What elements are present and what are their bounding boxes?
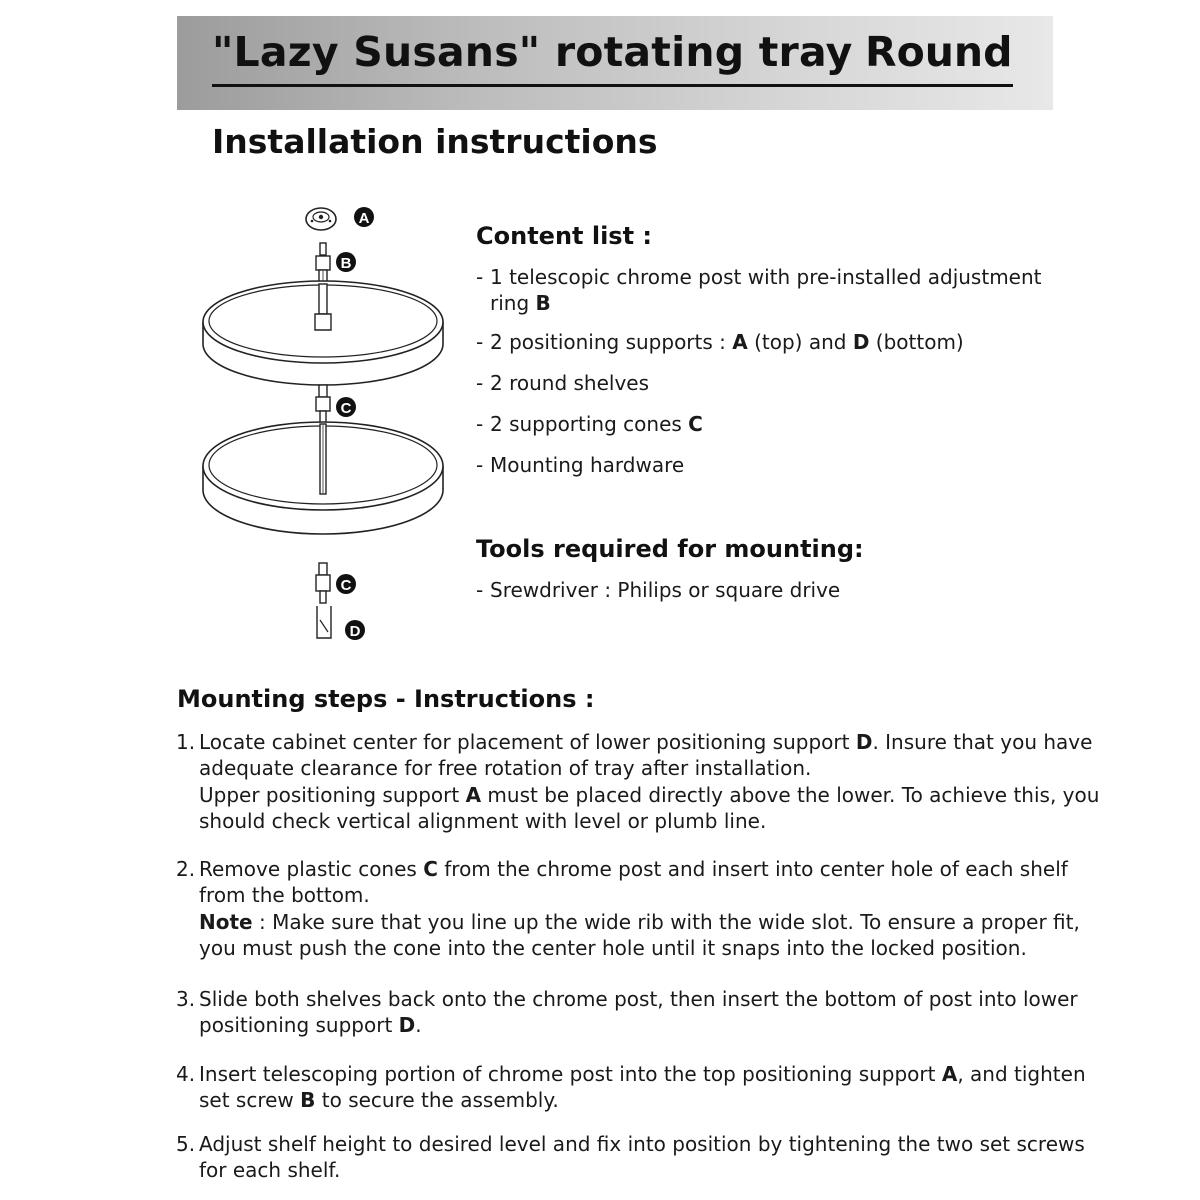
- step-4: 4. Insert telescoping portion of chrome post into the top positioning support A, and tighten set screw B to secure the assembly.: [176, 1062, 1086, 1113]
- list-item: - 2 supporting cones C: [476, 412, 703, 436]
- bottom-support-d-icon: [317, 606, 331, 638]
- list-item: - 2 positioning supports : A (top) and D (bottom): [476, 330, 964, 354]
- callout-d: D: [349, 623, 361, 640]
- callout-b: B: [340, 255, 352, 272]
- bottom-cone-icon: [316, 563, 330, 603]
- installation-heading: Installation instructions: [212, 122, 658, 161]
- list-item: - 2 round shelves: [476, 371, 650, 395]
- lower-shelf-icon: [203, 422, 443, 534]
- upper-shelf-icon: [203, 281, 443, 385]
- header-underline: [212, 84, 1013, 87]
- callout-a: A: [358, 210, 370, 227]
- callout-c-top: C: [340, 400, 352, 417]
- mounting-steps-heading: Mounting steps - Instructions :: [177, 685, 595, 713]
- step-1: 1. Locate cabinet center for placement of lower positioning support D. Insure that you have adequate clearance for free rotation of tray after installation. Upper positioning support A must be placed directly above the lower. To achieve this, you should check vertical alignment with level or plumb line.: [176, 730, 1100, 833]
- lazy-susan-diagram: [188, 196, 473, 656]
- tools-list: [476, 577, 1046, 603]
- callout-c-bottom: C: [340, 577, 352, 594]
- content-list: [476, 264, 1046, 478]
- top-support-a-icon: [306, 208, 336, 230]
- list-item: - Srewdriver : Philips or square drive: [476, 578, 841, 602]
- step-2: 2. Remove plastic cones C from the chrome post and insert into center hole of each shelf from the bottom. Note : Make sure that you line up the wide rib with the wide slot. To ensure a proper fit, you must push the cone into the center hole until it snaps into the locked position.: [176, 857, 1080, 960]
- tools-heading: Tools required for mounting:: [476, 535, 864, 563]
- product-shape-label: Round: [865, 28, 1013, 76]
- product-title: "Lazy Susans" rotating tray: [212, 28, 853, 76]
- list-item: - 1 telescopic chrome post with pre-installed adjustment ring B: [476, 265, 1042, 315]
- content-list-heading: Content list :: [476, 222, 653, 250]
- step-3: 3. Slide both shelves back onto the chrome post, then insert the bottom of post into lower positioning support D.: [176, 987, 1078, 1038]
- step-5: 5. Adjust shelf height to desired level and fix into position by tightening the two set screws for each shelf.: [176, 1132, 1085, 1183]
- list-item: - Mounting hardware: [476, 453, 685, 477]
